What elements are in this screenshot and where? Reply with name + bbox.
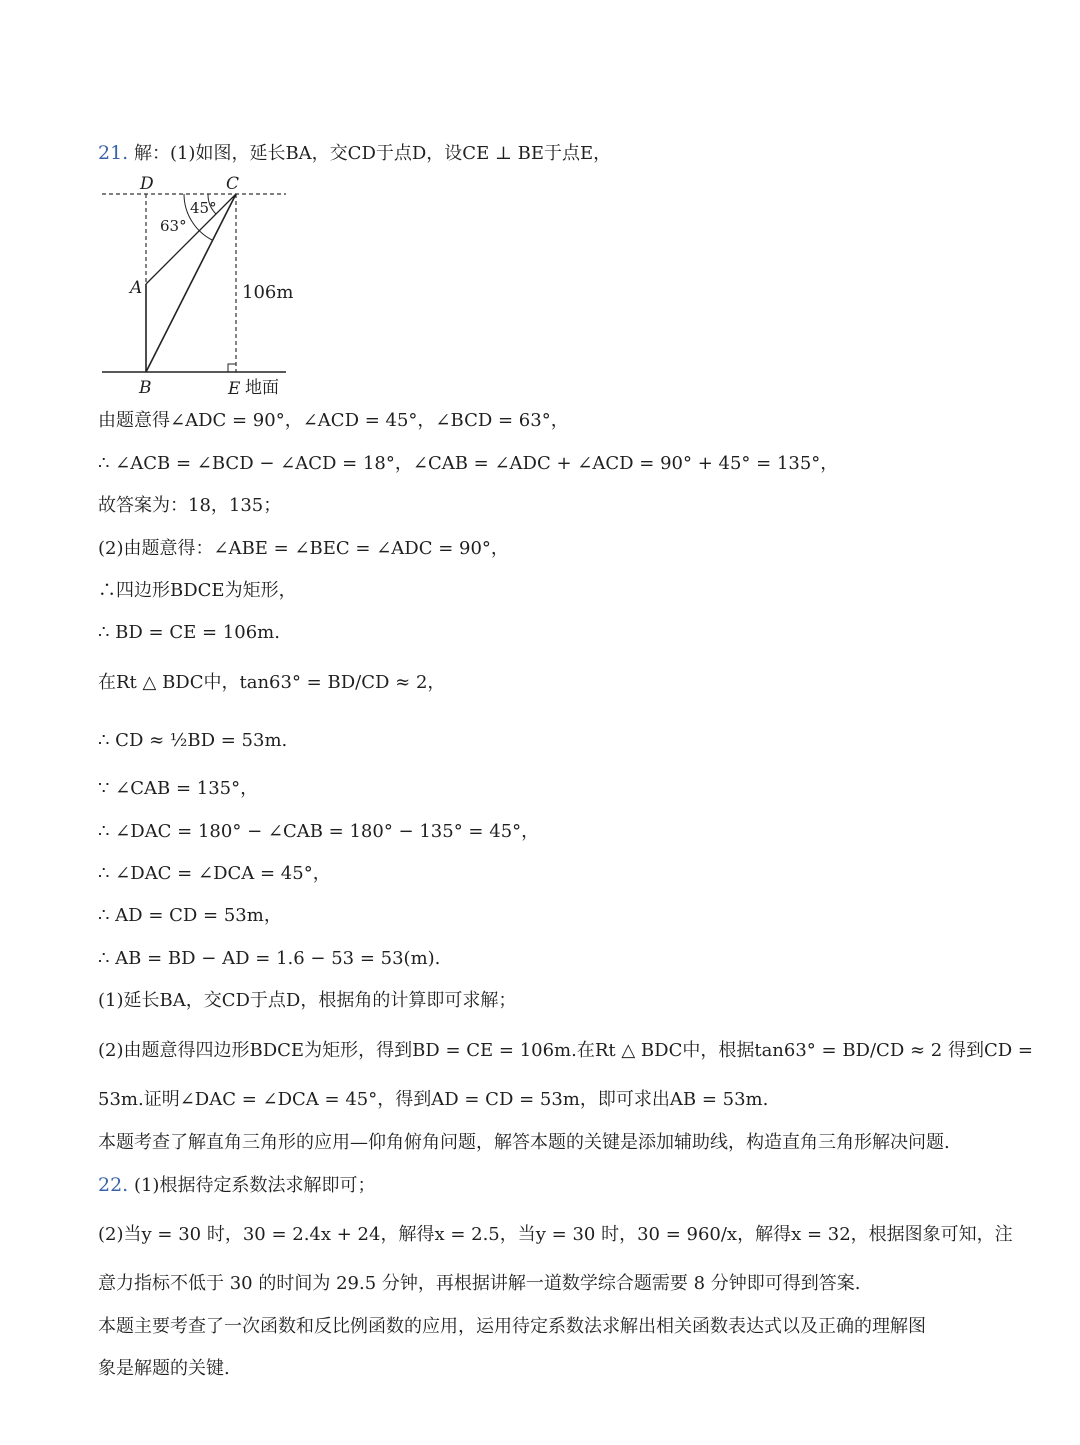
label-angle-45: 45° [190, 199, 217, 217]
q21-line-17: 本题考查了解直角三角形的应用—仰角俯角问题，解答本题的关键是添加辅助线，构造直角三角形解决问题. [98, 1132, 950, 1153]
label-c: C [226, 174, 240, 194]
q21-line-7: 在Rt △ BDC中，tan63° = BD/CD ≈ 2， [98, 672, 446, 693]
q22-line-3: 本题主要考查了一次函数和反比例函数的应用，运用待定系数法求解出相关函数表达式以及正确的理解图 [98, 1316, 926, 1337]
q21-line-12: ∴ AD = CD = 53m， [98, 905, 282, 926]
q21-intro: 解：(1)如图，延长BA，交CD于点D，设CE ⊥ BE于点E， [133, 143, 612, 164]
q21-line-4: (2)由题意得：∠ABE = ∠BEC = ∠ADC = 90°， [98, 538, 509, 559]
label-d: D [140, 174, 154, 194]
label-ground: 地面 [245, 378, 279, 398]
q21-line-5: ∴四边形BDCE为矩形， [98, 580, 297, 601]
label-b: B [139, 378, 152, 398]
q22-number: 22. [98, 1174, 129, 1196]
label-height: 106m [242, 282, 294, 303]
q21-line-3: 故答案为：18，135； [98, 495, 282, 516]
q21-line-9: ∵ ∠CAB = 135°， [98, 778, 259, 799]
q21-line-1: 由题意得∠ADC = 90°，∠ACD = 45°，∠BCD = 63°， [98, 410, 569, 431]
geometry-figure [98, 172, 298, 400]
label-e: E [228, 379, 241, 399]
q21-line-13: ∴ AB = BD − AD = 1.6 − 53 = 53(m). [98, 948, 441, 969]
q21-line-10: ∴ ∠DAC = 180° − ∠CAB = 180° − 135° = 45°， [98, 821, 540, 842]
right-angle-mark [228, 364, 236, 372]
q22-line-2: 意力指标不低于 30 的时间为 29.5 分钟，再根据讲解一道数学综合题需要 8 分钟即可得到答案. [98, 1273, 861, 1294]
q22-intro: (1)根据待定系数法求解即可； [133, 1175, 376, 1196]
q21-line-8: ∴ CD ≈ ½BD = 53m. [98, 730, 288, 751]
q21-line-2: ∴ ∠ACB = ∠BCD − ∠ACD = 18°，∠CAB = ∠ADC + ∠ACD = 90° + 45° = 135°， [98, 453, 839, 474]
q21-line-11: ∴ ∠DAC = ∠DCA = 45°， [98, 863, 331, 884]
q21-line-15: (2)由题意得四边形BDCE为矩形，得到BD = CE = 106m.在Rt △ BDC中，根据tan63° = BD/CD ≈ 2 得到CD = [98, 1040, 1033, 1061]
q22-line-4: 象是解题的关键. [98, 1358, 230, 1379]
q21-line-14: (1)延长BA，交CD于点D，根据角的计算即可求解； [98, 990, 517, 1011]
label-angle-63: 63° [160, 217, 187, 235]
label-a: A [130, 278, 143, 298]
q22-header [98, 1173, 1000, 1198]
q22-line-1: (2)当y = 30 时，30 = 2.4x + 24，解得x = 2.5，当y = 30 时，30 = 960/x，解得x = 32，根据图象可知，注 [98, 1224, 1013, 1245]
q21-line-16: 53m.证明∠DAC = ∠DCA = 45°，得到AD = CD = 53m，即可求出AB = 53m. [98, 1089, 769, 1110]
q21-number: 21. [98, 142, 129, 164]
q21-header [98, 141, 1000, 166]
q21-line-6: ∴ BD = CE = 106m. [98, 622, 280, 643]
